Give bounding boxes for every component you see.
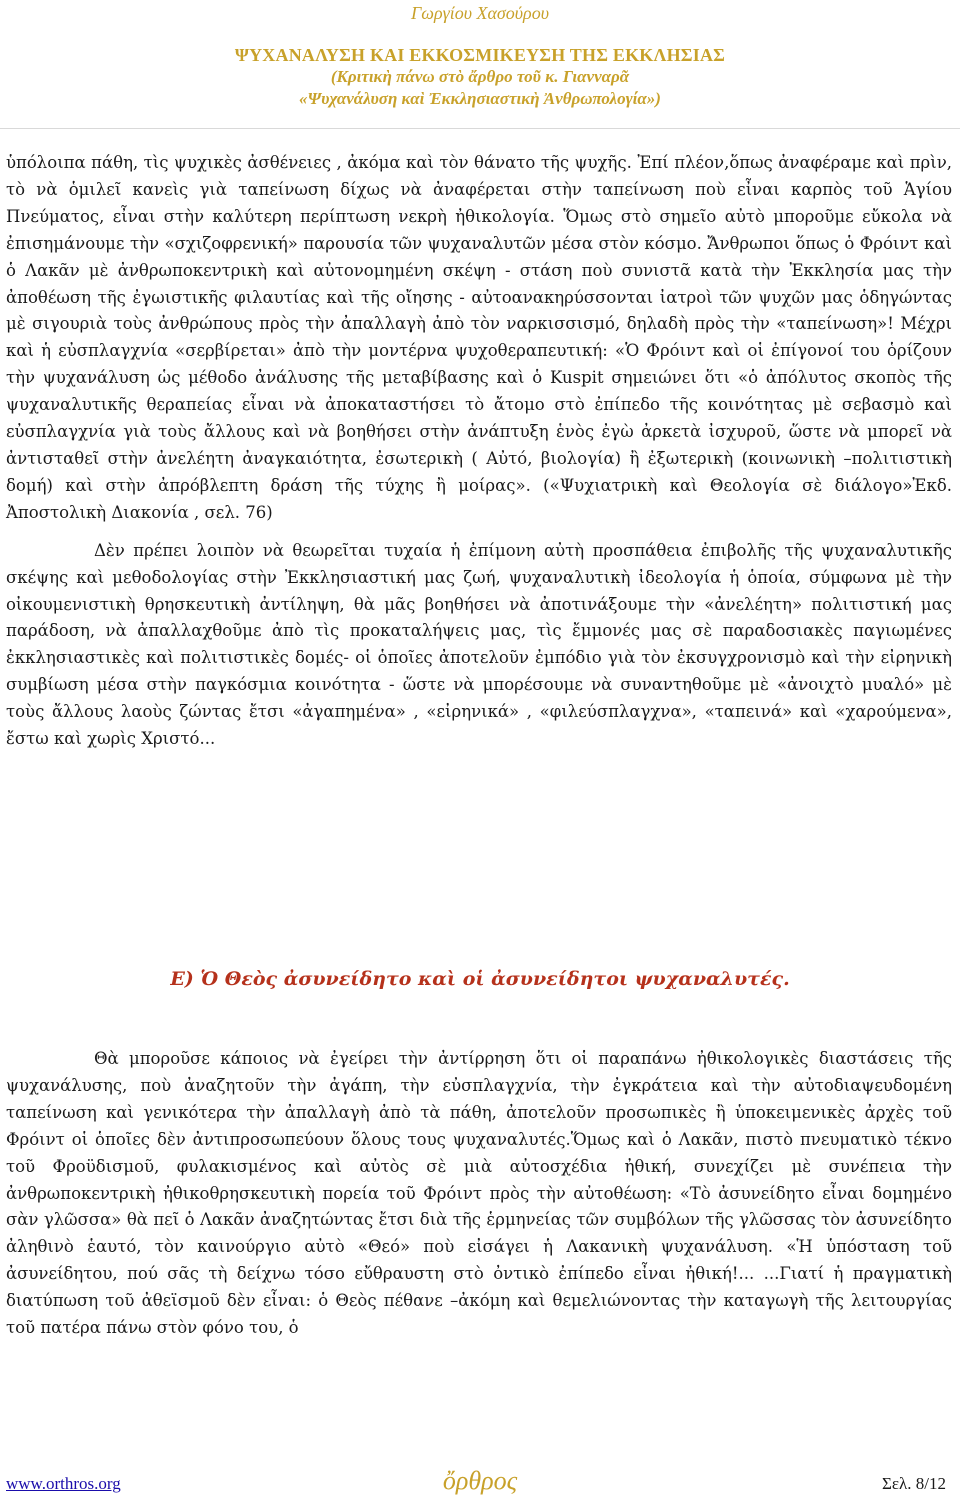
header-subtitle-2: «Ψυχανάλυση καὶ Ἐκκλησιαστικὴ Ἀνθρωπολογία»)	[299, 89, 661, 108]
paragraph-1: ὑπόλοιπα πάθη, τὶς ψυχικὲς ἀσθένειες , ἀκόμα καὶ τὸν θάνατο τῆς ψυχῆς. Ἐπί πλέον,ὅπως ἀναφέραμε καὶ πρὶν, τὸ νὰ ὁμιλεῖ κανεὶς γιὰ ταπείνωση δίχως νὰ ἀναφέρεται στὴν ταπείνωση ποὺ εἶναι καρπὸς τοῦ Ἁγίου Πνεύματος, εἶναι στὴν καλύτερη περίπτωση νεκρὴ ἠθικολογία. Ὅμως στὸ σημεῖο αὐτὸ μποροῦμε εὔκολα νὰ ἐπισημάνουμε τὴν «σχιζοφρενική» παρουσία τῶν ψυχαναλυτῶν μέσα στὸν κόσμο. Ἄνθρωποι ὅπως ὁ Φρόιντ καὶ ὁ Λακᾶν μὲ ἀνθρωποκεντρικὴ καὶ αὐτονομημένη σκέψη - στάση ποὺ συνιστᾶ κατὰ τὴν Ἐκκλησία μας τὴν ἀποθέωση τῆς ἐγωιστικῆς φιλαυτίας καὶ τῆς οἴησης - αὐτοανακηρύσσονται ἰατροὶ τῶν ψυχῶν μας ὁδηγώντας μὲ σιγουριὰ τοὺς ἀνθρώπους πρὸς τὴν ἀπαλλαγὴ ἀπὸ τὸν ναρκισσισμό, δηλαδὴ πρὸς τὴν «ταπείνωση»! Μέχρι καὶ ἡ εὐσπλαγχνία «σερβίρεται» ἀπὸ τὴν μοντέρνα ψυχοθεραπευτική: «Ὁ Φρόιντ καὶ οἱ ἐπίγονοί του ὁρίζουν τὴν ψυχανάλυση ὡς μέθοδο ἀνάλυσης τῆς μεταβίβασης καὶ ὁ Kuspit σημειώνει ὅτι «ὁ ἀπόλυτος σκοπὸς τῆς ψυχαναλυτικῆς θεραπείας εἶναι νὰ ἀποκαταστήσει τὸ ἄτομο στὸ ἐπίπεδο τῆς κοινότητας μὲ σεβασμὸ καὶ εὐσπλαγχνία γιὰ τοὺς ἄλλους καὶ νὰ βοηθήσει στὴν ἀνάπτυξη ἑνὸς ἐγὼ ἀρκετὰ ἰσχυροῦ, ὥστε νὰ μπορεῖ νὰ ἀντισταθεῖ στὴν ἀνελέητη ἀναγκαιότητα, ἐσωτερικὴ ( Αὐτό, βιολογία) ἢ ἐξωτερικὴ (κοινωνικὴ –πολιτιστικὴ δομή) καὶ στὴν ἀπρόβλεπτη δράση τῆς τύχης ἢ μοίρας». («Ψυχιατρικὴ καὶ Θεολογία σὲ διάλογο»Ἐκδ. Ἀποστολικὴ Διακονία , σελ. 76)	[6, 153, 952, 522]
header-author: Γωργίου Χασούρου	[411, 3, 549, 23]
footer-brand: ὄρθρος	[442, 1466, 518, 1495]
paragraph-2: Δὲν πρέπει λοιπὸν νὰ θεωρεῖται τυχαία ἡ ἐπίμονη αὐτὴ προσπάθεια ἐπιβολῆς τῆς ψυχαναλυτικῆς σκέψης καὶ μεθοδολογίας στὴν Ἐκκλησιαστική μας ζωή, ψυχαναλυτικὴ ἰδεολογία ἡ ὁποία, σύμφωνα μὲ τὴν οἰκουμενιστικὴ θρησκευτικὴ ἀντίληψη, θὰ μᾶς βοηθήσει νὰ ἀποτινάξουμε τὴν «ἀνελέητη» πολιτιστική μας παράδοση, νὰ ἀπαλλαχθοῦμε ἀπὸ τὶς προκαταλήψεις μας, τὶς ἔμμονές μας σὲ παραδοσιακὲς παγιωμένες ἐκκλησιαστικὲς καὶ πολιτιστικὲς δομές- οἱ ὁποῖες ἀποτελοῦν ἐμπόδιο γιὰ τὸν ἐκσυγχρονισμὸ καὶ τὴν εἰρηνικὴ συμβίωση μέσα στὴν παγκόσμια κοινότητα - ὥστε νὰ μπορέσουμε νὰ συναντηθοῦμε μὲ «ἀνοιχτὸ μυαλό» μὲ τοὺς ἄλλους λαοὺς ζώντας ἔτσι «ἀγαπημένα» , «εἰρηνικά» , «φιλεύσπλαγχνα», «ταπεινά» καὶ «χαρούμενα», ἔστω καὶ χωρὶς Χριστό...	[6, 540, 952, 749]
header-divider	[0, 128, 960, 129]
header-subtitle-1: (Κριτικὴ πάνω στὸ ἄρθρο τοῦ κ. Γιανναρᾶ	[330, 67, 630, 86]
footer-website-link[interactable]: www.orthros.org	[6, 1474, 121, 1493]
section-paragraph: Θὰ μποροῦσε κάποιος νὰ ἐγείρει τὴν ἀντίρρηση ὅτι οἱ παραπάνω ἠθικολογικὲς διαστάσεις τῆς ψυχανάλυσης, ποὺ ἀναζητοῦν τὴν ἀγάπη, τὴν εὐσπλαγχνία, τὴν ἐγκράτεια καὶ τὴν αὐτοδιαψευδομένη ταπείνωση καὶ γενικότερα τὴν ἀπαλλαγὴ ἀπὸ τὰ πάθη, ἀποτελοῦν προσωπικὲς ἢ ὑποκειμενικὲς ἀρχὲς τοῦ Φρόιντ οἱ ὁποῖες δὲν ἀντιπροσωπεύουν ὅλους τους ψυχαναλυτές.Ὅμως καὶ ὁ Λακᾶν, πιστὸ πνευματικὸ τέκνο τοῦ Φροϋδισμοῦ, φυλακισμένος καὶ αὐτὸς σὲ μιὰ αὐτοσχέδια ἠθική, συνεχίζει μὲ συνέπεια τὴν ἀνθρωποκεντρικὴ ἠθικοθρησκευτικὴ πορεία τοῦ Φρόιντ πρὸς τὴν αὐτοθέωση: «Τὸ ἀσυνείδητο εἶναι δομημένο σὰν γλῶσσα» θὰ πεῖ ὁ Λακᾶν ἀναζητώντας ἔτσι διὰ τῆς ἑρμηνείας τῶν συμβόλων τῆς γλῶσσας τὸν ἀσυνείδητο ἀληθινὸ ἑαυτό, τὸν καινούργιο αὐτὸ «Θεό» ποὺ εἰσάγει ἡ Λακανικὴ ψυχανάλυση. «Ἡ ὑπόσταση τοῦ ἀσυνείδητου, πού σᾶς τὴ δείχνω τόσο εὔθραυστη στὸ ὀντικὸ ἐπίπεδο εἶναι ἠθική!... ...Γιατί ἡ πραγματικὴ διατύπωση τοῦ ἀθεϊσμοῦ δὲν εἶναι: ὁ Θεὸς πέθανε –ἀκόμη καὶ θεμελιώνοντας τὴν καταγωγὴ τῆς λειτουργίας τοῦ πατέρα πάνω στὸν φόνο του, ὁ	[6, 1049, 952, 1338]
footer-page-number: Σελ. 8/12	[882, 1474, 946, 1493]
header-title: ΨΥΧΑΝΑΛΥΣΗ ΚΑΙ ΕΚΚΟΣΜΙΚΕΥΣΗ ΤΗΣ ΕΚΚΛΗΣΙΑΣ	[234, 45, 726, 65]
section-heading: Ε) Ὁ Θεὸς ἀσυνείδητο καὶ οἱ ἀσυνείδητοι ψυχαναλυτές.	[170, 968, 790, 990]
page-header	[0, 2, 960, 110]
section-body	[6, 1046, 952, 1342]
page-footer	[0, 1466, 960, 1500]
body-text	[6, 150, 952, 753]
